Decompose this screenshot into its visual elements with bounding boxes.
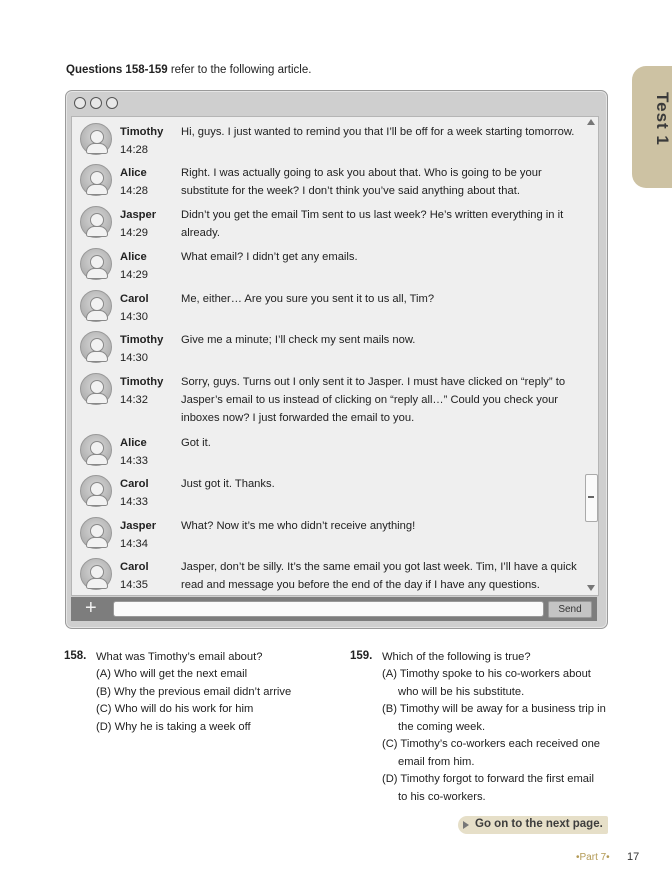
message-time: 14:33: [120, 496, 148, 508]
answer-option[interactable]: (A) Timothy spoke to his co-workers about: [382, 668, 591, 680]
message-text: Right. I was actually going to ask you about that. Who is going to be your substitute for the week? I don’t think you’ve said anything about that.: [181, 167, 542, 197]
message-time: 14:35: [120, 579, 148, 591]
message-input[interactable]: [113, 601, 544, 617]
sender-name: Jasper: [120, 209, 157, 221]
message-time: 14:29: [120, 269, 148, 281]
message-text: Jasper, don’t be silly. It’s the same email you got last week. Tim, I’ll have a quick read and message you before the end of the day if I have any questions.: [181, 561, 577, 591]
message-text: What? Now it’s me who didn’t receive anything!: [181, 520, 416, 532]
question-number: 159.: [350, 650, 373, 662]
question-stem: Which of the following is true?: [382, 651, 531, 663]
message-time: 14:30: [120, 311, 148, 323]
user-avatar-icon: [80, 164, 112, 196]
sender-name: Timothy: [120, 126, 164, 138]
answer-option[interactable]: (C) Timothy’s co-workers each received one: [382, 738, 601, 750]
answer-option[interactable]: (A) Who will get the next email: [96, 668, 248, 680]
user-avatar-icon: [80, 373, 112, 405]
arrow-right-icon: [463, 821, 469, 829]
message-time: 14:29: [120, 227, 148, 239]
test-tab-label: Test 1: [653, 92, 672, 146]
answer-option[interactable]: (D) Why he is taking a week off: [96, 721, 251, 733]
scroll-thumb[interactable]: [585, 474, 598, 522]
go-on-label: Go on to the next page.: [475, 818, 603, 830]
user-avatar-icon: [80, 331, 112, 363]
sender-name: Timothy: [120, 334, 164, 346]
user-avatar-icon: [80, 517, 112, 549]
question-range: Questions 158-159: [66, 64, 168, 76]
message-time: 14:32: [120, 394, 148, 406]
user-avatar-icon: [80, 558, 112, 590]
message-text: Just got it. Thanks.: [181, 478, 275, 490]
answer-option-continued: who will be his substitute.: [398, 686, 525, 698]
message-time: 14:28: [120, 185, 148, 197]
message-compose-bar: [71, 597, 597, 621]
passage-intro: [66, 64, 311, 76]
message-text: Give me a minute; I’ll check my sent mails now.: [181, 334, 416, 346]
message-time: 14:30: [120, 352, 148, 364]
sender-name: Timothy: [120, 376, 164, 388]
message-text: Hi, guys. I just wanted to remind you that I’ll be off for a week starting tomorrow.: [181, 126, 575, 138]
window-maximize-icon[interactable]: [106, 97, 118, 109]
message-text: What email? I didn’t get any emails.: [181, 251, 358, 263]
sender-name: Alice: [120, 437, 147, 449]
user-avatar-icon: [80, 206, 112, 238]
page-number: 17: [627, 851, 640, 863]
go-on-banner: [458, 816, 608, 834]
message-text: Didn’t you get the email Tim sent to us last week? He’s written everything in it already.: [181, 209, 564, 239]
question-stem: What was Timothy’s email about?: [96, 651, 263, 663]
scroll-up-icon[interactable]: [587, 119, 595, 125]
sender-name: Alice: [120, 251, 147, 263]
test-tab: [632, 66, 672, 188]
answer-option-continued: to his co-workers.: [398, 791, 486, 803]
scroll-down-icon[interactable]: [587, 585, 595, 591]
message-text: Me, either… Are you sure you sent it to us all, Tim?: [181, 293, 435, 305]
user-avatar-icon: [80, 290, 112, 322]
user-avatar-icon: [80, 434, 112, 466]
answer-option[interactable]: (B) Timothy will be away for a business trip in: [382, 703, 606, 715]
window-close-icon[interactable]: [74, 97, 86, 109]
message-time: 14:33: [120, 455, 148, 467]
message-time: 14:34: [120, 538, 148, 550]
message-text: Got it.: [181, 437, 211, 449]
answer-option-continued: the coming week.: [398, 721, 486, 733]
chat-window: [65, 90, 608, 629]
answer-option[interactable]: (D) Timothy forgot to forward the first email: [382, 773, 595, 785]
sender-name: Carol: [120, 478, 149, 490]
answer-option[interactable]: (B) Why the previous email didn’t arrive: [96, 686, 292, 698]
question-number: 158.: [64, 650, 87, 662]
user-avatar-icon: [80, 248, 112, 280]
intro-rest: refer to the following article.: [167, 64, 312, 76]
send-button[interactable]: Send: [548, 601, 592, 618]
user-avatar-icon: [80, 475, 112, 507]
add-attachment-icon[interactable]: +: [85, 597, 97, 619]
sender-name: Jasper: [120, 520, 157, 532]
message-time: 14:28: [120, 144, 148, 156]
answer-option[interactable]: (C) Who will do his work for him: [96, 703, 254, 715]
window-minimize-icon[interactable]: [90, 97, 102, 109]
message-text: Sorry, guys. Turns out I only sent it to Jasper. I must have clicked on “reply” to Jasper’s email to us instead of clicking on “reply all…” Could you check your inboxes now? I just forwarded the email to you.: [181, 376, 566, 424]
sender-name: Carol: [120, 561, 149, 573]
section-label: •Part 7•: [576, 852, 610, 863]
sender-name: Carol: [120, 293, 149, 305]
chat-scrollbar[interactable]: [586, 119, 596, 591]
user-avatar-icon: [80, 123, 112, 155]
answer-option-continued: email from him.: [398, 756, 475, 768]
sender-name: Alice: [120, 167, 147, 179]
chat-log: [71, 116, 599, 596]
